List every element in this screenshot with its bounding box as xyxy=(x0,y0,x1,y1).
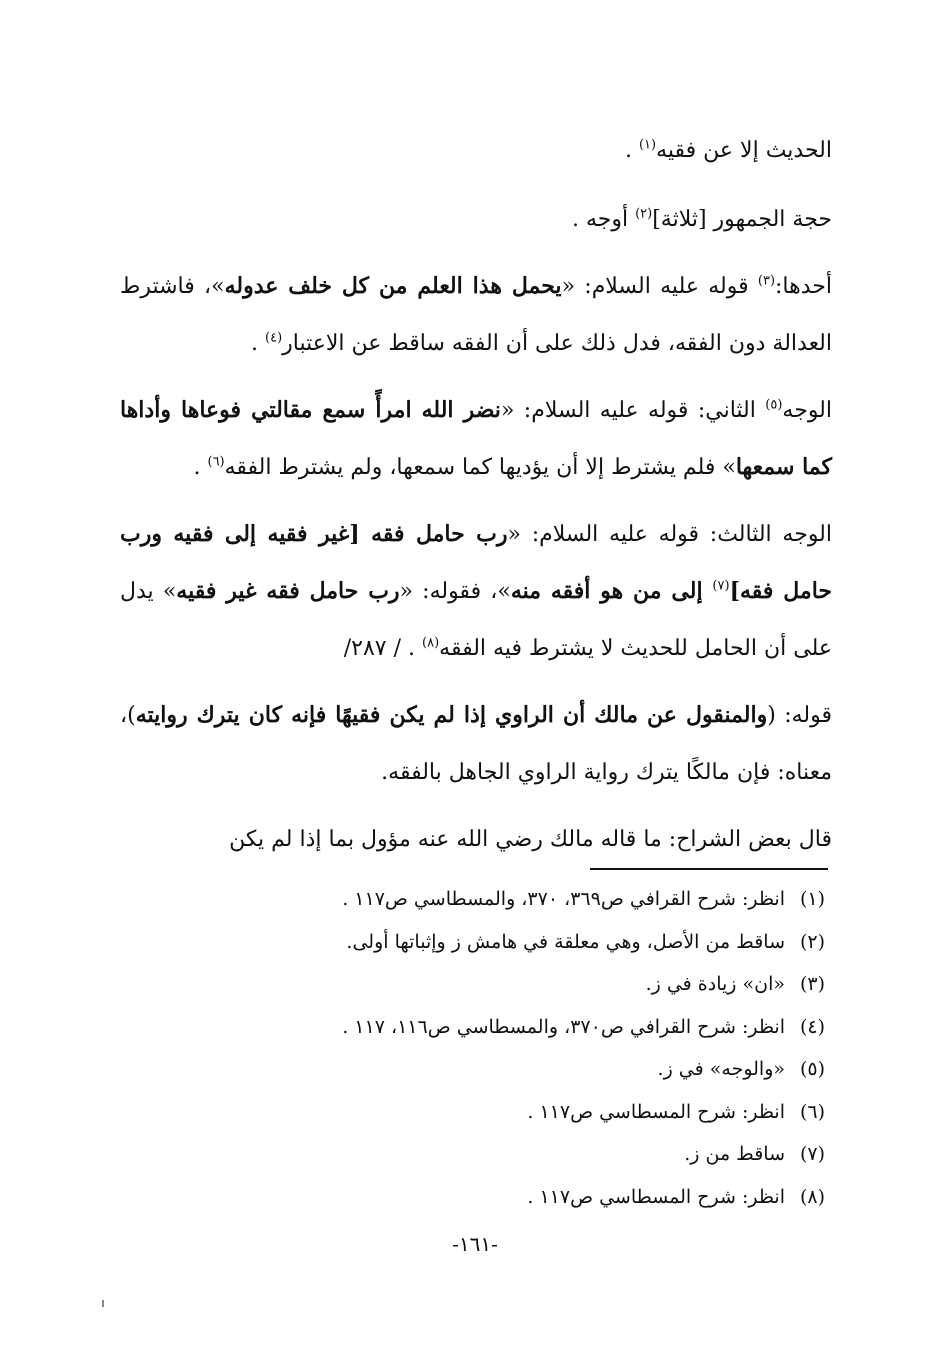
footnote-2 xyxy=(125,921,825,964)
footnote-number: (٦) xyxy=(799,1100,825,1123)
footnote-text: «ان» زيادة في ز. xyxy=(645,973,785,995)
footnotes xyxy=(125,878,825,1218)
page-number: -١٦١- xyxy=(452,1232,498,1256)
text-run: » يدل على أن الحامل للحديث لا يشترط فيه الفقه xyxy=(120,579,832,661)
hadith-quote: إلى من هو أفقه منه xyxy=(510,578,713,604)
paragraph-4 xyxy=(120,382,832,496)
footnote-text: ساقط من الأصل، وهي معلقة في هامش ز وإثباتها أولى. xyxy=(346,930,785,953)
footnote-ref: (٨) xyxy=(422,635,440,651)
text-run: أوجه . xyxy=(571,207,636,232)
text-run: . / ٢٨٧/ xyxy=(343,636,423,661)
footnote-ref: (٦) xyxy=(207,454,225,470)
footnote-text: انظر: شرح المسطاسي ص١١٧ . xyxy=(527,1185,785,1208)
footnote-5 xyxy=(125,1048,825,1091)
footnote-number: (٨) xyxy=(799,1185,825,1208)
footnote-8 xyxy=(125,1176,825,1219)
footnote-ref: (٣) xyxy=(757,273,776,289)
paragraph-3 xyxy=(120,258,832,372)
text-run: قوله عليه السلام: « xyxy=(561,274,758,299)
text-run: »، فقوله: « xyxy=(399,579,511,604)
footnote-ref: (٢) xyxy=(635,206,653,222)
text-run: أحدها: xyxy=(775,274,832,299)
text-run: الوجه الثالث: قوله عليه السلام: « xyxy=(507,522,832,547)
hadith-quote: نضر الله امرأً سمع مقالتي فوعاها وأداها كما سمعها xyxy=(120,397,832,480)
scan-speck xyxy=(102,1300,104,1307)
footnote-text: «والوجه» في ز. xyxy=(657,1058,785,1080)
footnote-ref: (٥) xyxy=(765,397,783,413)
hadith-quote: يحمل هذا العلم من كل خلف عدوله xyxy=(224,273,562,299)
text-run: الوجه xyxy=(782,398,832,423)
footnote-number: (٤) xyxy=(799,1015,825,1038)
text-run: حجة الجمهور [ثلاثة] xyxy=(652,207,832,232)
hadith-quote: رب حامل فقه [غير فقيه إلى فقيه ورب حامل فقه] xyxy=(120,521,832,604)
footnote-7 xyxy=(125,1133,825,1176)
footnote-text: انظر: شرح المسطاسي ص١١٧ . xyxy=(527,1100,785,1123)
footnote-ref: (٤) xyxy=(265,330,283,346)
quoted-matn: والمنقول عن مالك أن الراوي إذا لم يكن فقيهًا فإنه كان يترك روايته xyxy=(135,702,768,728)
paragraph-2 xyxy=(120,191,832,248)
text-run: »، فاشترط العدالة دون الفقه، فدل ذلك على أن الفقه ساقط عن الاعتبار xyxy=(120,274,832,356)
paragraph-7 xyxy=(120,811,832,868)
text-run: )، معناه: فإن مالكًا يترك رواية الراوي الجاهل بالفقه. xyxy=(120,703,832,785)
footnote-ref: (٧) xyxy=(712,578,730,594)
footnote-separator xyxy=(590,868,828,870)
footnote-number: (٧) xyxy=(799,1143,825,1165)
footnote-1 xyxy=(125,878,825,921)
paragraph-5 xyxy=(120,506,832,677)
footnote-4 xyxy=(125,1006,825,1049)
footnote-text: ساقط من ز. xyxy=(684,1143,785,1165)
footnote-number: (٢) xyxy=(799,930,825,953)
text-run: . xyxy=(251,331,266,356)
text-run: الثاني: قوله عليه السلام: « xyxy=(500,398,766,423)
text-run: قال بعض الشراح: ما قاله مالك رضي الله عنه مؤول بما إذا لم يكن xyxy=(229,827,832,852)
text-run: قوله: ( xyxy=(767,703,833,728)
footnote-3 xyxy=(125,963,825,1006)
footnote-6 xyxy=(125,1091,825,1134)
paragraph-1 xyxy=(120,122,832,179)
text-run: . xyxy=(193,455,208,480)
hadith-quote: رب حامل فقه غير فقيه xyxy=(176,578,400,604)
footnote-text: انظر: شرح القرافي ص٣٧٠، والمسطاسي ص١١٦، ١١٧ . xyxy=(342,1015,785,1038)
main-text xyxy=(120,122,832,878)
footnote-number: (١) xyxy=(799,888,825,910)
text-run: . xyxy=(624,138,639,163)
footnote-number: (٣) xyxy=(799,973,825,995)
text-run: » فلم يشترط إلا أن يؤديها كما سمعها، ولم يشترط الفقه xyxy=(224,455,736,480)
footnote-ref: (١) xyxy=(638,137,657,153)
paragraph-6 xyxy=(120,687,832,801)
footnote-text: انظر: شرح القرافي ص٣٦٩، ٣٧٠، والمسطاسي ص١١٧ . xyxy=(342,888,785,910)
footnote-number: (٥) xyxy=(799,1058,825,1080)
text-run: الحديث إلا عن فقيه xyxy=(656,138,832,163)
